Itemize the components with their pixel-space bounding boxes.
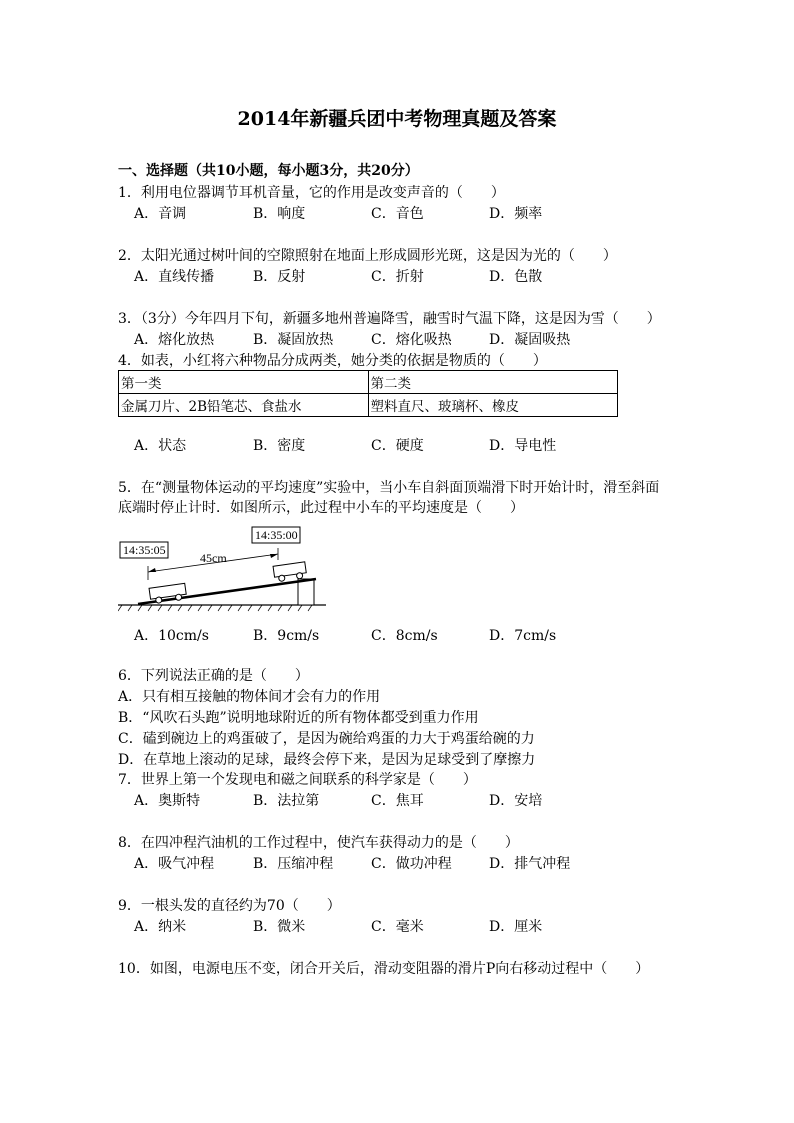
q2-option-a: A．直线传播 (134, 269, 215, 285)
q5-option-d: D．7cm/s (489, 628, 557, 644)
question-1: 1．利用电位器调节耳机音量，它的作用是改变声音的（ ） (118, 185, 505, 201)
q8-option-b: B．压缩冲程 (253, 856, 334, 872)
table-header-class1: 第一类 (119, 371, 369, 394)
q6-option-c: C．磕到碗边上的鸡蛋破了，是因为碗给鸡蛋的力大于鸡蛋给碗的力 (118, 731, 535, 747)
q4-option-b: B．密度 (253, 438, 306, 454)
q7-option-d: D．安培 (489, 793, 543, 809)
q9-option-b: B．微米 (253, 919, 306, 935)
q6-option-a: A．只有相互接触的物体间才会有力的作用 (118, 689, 381, 705)
q3-option-d: D．凝固吸热 (489, 332, 571, 348)
q5-option-a: A．10cm/s (134, 628, 209, 644)
q1-option-c: C．音色 (371, 206, 424, 222)
classification-table (118, 370, 618, 417)
q4-option-a: A．状态 (134, 438, 187, 454)
section-heading: 一、选择题（共10小题，每小题3分，共20分） (118, 163, 419, 179)
q2-option-b: B．反射 (253, 269, 306, 285)
q9-option-d: D．厘米 (489, 919, 543, 935)
question-7: 7．世界上第一个发现电和磁之间联系的科学家是（ ） (118, 772, 477, 788)
question-4: 4．如表，小红将六种物品分成两类，她分类的依据是物质的（ ） (118, 353, 547, 369)
q1-option-b: B．响度 (253, 206, 306, 222)
timer-start-label: 14:35:00 (255, 528, 298, 542)
q1-option-a: A．音调 (134, 206, 187, 222)
table-header-class2: 第二类 (368, 371, 618, 394)
q4-option-c: C．硬度 (371, 438, 424, 454)
q8-option-c: C．做功冲程 (371, 856, 452, 872)
ground-hatch (118, 605, 312, 611)
q3-option-b: B．凝固放热 (253, 332, 334, 348)
question-2: 2．太阳光通过树叶间的空隙照射在地面上形成圆形光斑，这是因为光的（ ） (118, 248, 617, 264)
q1-option-d: D．频率 (489, 206, 543, 222)
question-6: 6．下列说法正确的是（ ） (118, 668, 309, 684)
table-cell-class1: 金属刀片、2B铅笔芯、食盐水 (119, 394, 369, 417)
q9-option-c: C．毫米 (371, 919, 424, 935)
timer-end-label: 14:35:05 (123, 543, 166, 557)
distance-label: 45cm (200, 551, 227, 565)
q6-option-d: D．在草地上滚动的足球，最终会停下来，是因为足球受到了摩擦力 (118, 752, 536, 768)
question-10: 10．如图，电源电压不变，闭合开关后，滑动变阻器的滑片P向右移动过程中（ ） (118, 961, 650, 977)
q3-option-a: A．熔化放热 (134, 332, 215, 348)
question-9: 9．一根头发的直径约为70（ ） (118, 898, 341, 914)
q8-option-d: D．排气冲程 (489, 856, 571, 872)
q3-option-c: C．熔化吸热 (371, 332, 452, 348)
page-title: 2014年新疆兵团中考物理真题及答案 (237, 108, 557, 130)
q8-option-a: A．吸气冲程 (134, 856, 215, 872)
q2-option-d: D．色散 (489, 269, 543, 285)
q2-option-c: C．折射 (371, 269, 424, 285)
q9-option-a: A．纳米 (134, 919, 187, 935)
question-5-line1: 5．在“测量物体运动的平均速度”实验中，当小车自斜面顶端滑下时开始计时，滑至斜面 (118, 480, 660, 496)
q4-option-d: D．导电性 (489, 438, 557, 454)
q7-option-c: C．焦耳 (371, 793, 424, 809)
incline-cart-figure (118, 522, 328, 614)
q5-option-b: B．9cm/s (253, 628, 320, 644)
q6-option-b: B．“风吹石头跑”说明地球附近的所有物体都受到重力作用 (118, 710, 479, 726)
q7-option-a: A．奥斯特 (134, 793, 201, 809)
table-cell-class2: 塑料直尺、玻璃杯、橡皮 (368, 394, 618, 417)
question-5-line2: 底端时停止计时．如图所示，此过程中小车的平均速度是（ ） (118, 500, 524, 516)
support-block (298, 579, 314, 605)
q5-option-c: C．8cm/s (371, 628, 438, 644)
q7-option-b: B．法拉第 (253, 793, 320, 809)
question-3: 3．（3分）今年四月下旬，新疆多地州普遍降雪，融雪时气温下降，这是因为雪（ ） (118, 311, 661, 327)
question-8: 8．在四冲程汽油机的工作过程中，使汽车获得动力的是（ ） (118, 835, 519, 851)
